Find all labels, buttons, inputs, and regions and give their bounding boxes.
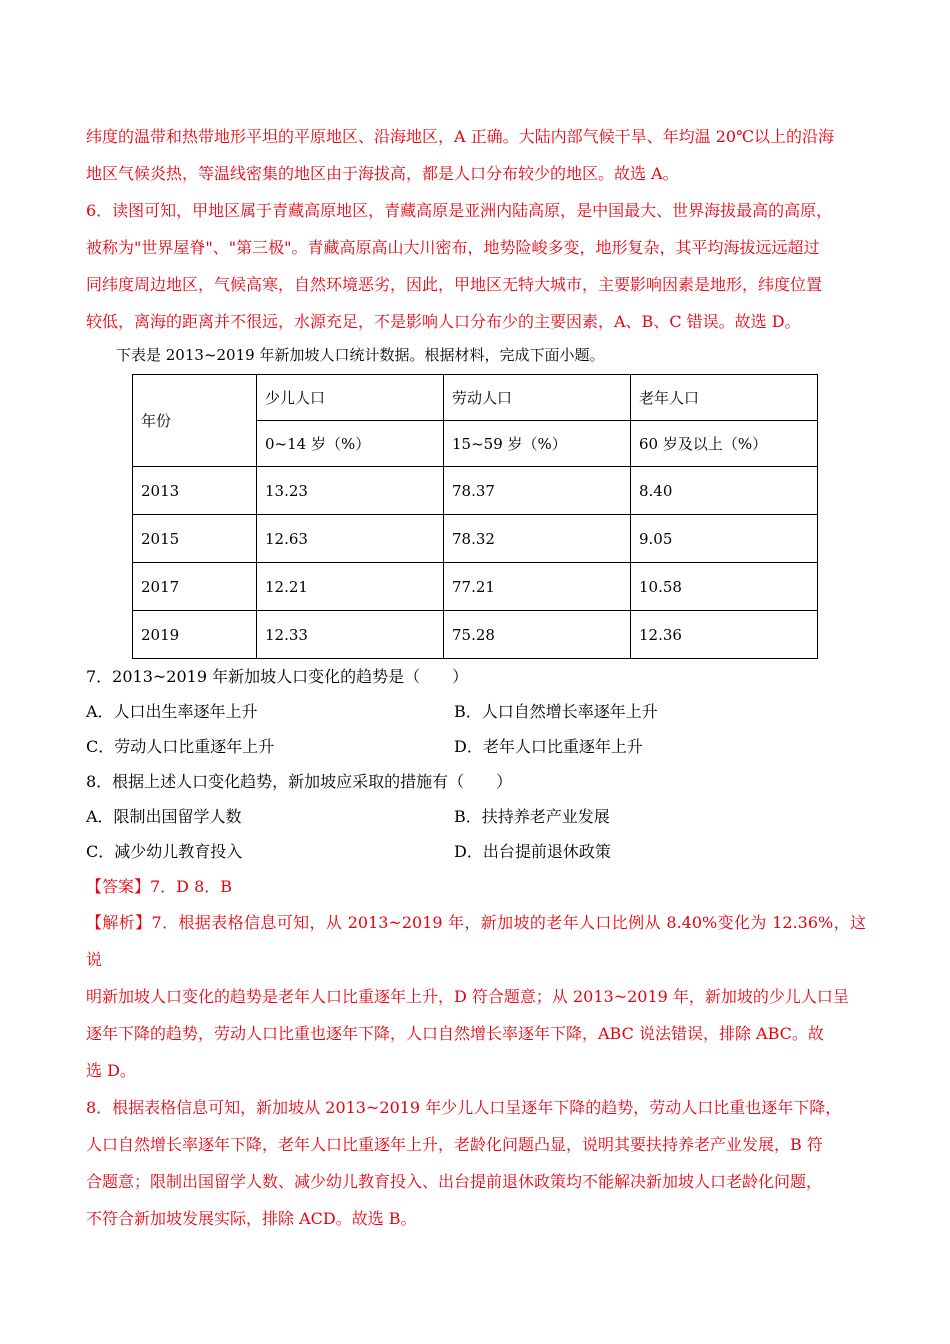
option-row [86,694,866,729]
option-d: D．出台提前退休政策 [454,842,611,861]
question-8 [86,764,866,869]
year-cell: 2017 [133,563,257,611]
text-line: 合题意；限制出国留学人数、减少幼儿教育投入、出台提前退休政策均不能解决新加坡人口老龄化问题， [86,1172,823,1191]
child-header: 少儿人口 [257,375,444,421]
analysis-8 [86,1089,866,1237]
text-line: 人口自然增长率逐年下降，老年人口比重逐年上升，老龄化问题凸显，说明其要扶持养老产业发展，B 符 [86,1135,823,1154]
labor-cell: 78.32 [444,515,631,563]
question-7 [86,659,866,764]
text-line: 选 D。 [86,1061,136,1080]
elder-cell: 9.05 [631,515,818,563]
year-cell: 2013 [133,467,257,515]
question-stem: 8．根据上述人口变化趋势，新加坡应采取的措施有（ ） [86,772,513,791]
text-line: 不符合新加坡发展实际，排除 ACD。故选 B。 [86,1209,417,1228]
year-cell: 2019 [133,611,257,659]
text-line: 逐年下降的趋势，劳动人口比重也逐年下降，人口自然增长率逐年下降，ABC 说法错误，排除 ABC。故 [86,1024,824,1043]
labor-cell: 78.37 [444,467,631,515]
q6-explanation [86,192,866,340]
text-line: 8．根据表格信息可知，新加坡从 2013~2019 年少儿人口呈逐年下降的趋势，劳动人口比重也逐年下降， [86,1098,842,1117]
option-row [86,729,866,764]
text-line: 较低，离海的距离并不很远，水源充足，不是影响人口分布少的主要因素，A、B、C 错误。故选 D。 [86,312,801,331]
option-b: B．人口自然增长率逐年上升 [454,702,658,721]
elder-cell: 10.58 [631,563,818,611]
elder-header: 老年人口 [631,375,818,421]
option-d: D．老年人口比重逐年上升 [454,737,643,756]
text-line: 6．读图可知，甲地区属于青藏高原地区，青藏高原是亚洲内陆高原，是中国最大、世界海拔最高的高原， [86,201,833,220]
text-line: 明新加坡人口变化的趋势是老年人口比重逐年上升，D 符合题意；从 2013~2019 年，新加坡的少儿人口呈 [86,987,849,1006]
table-row [133,515,818,563]
analysis-7 [86,904,866,1089]
elder-cell: 12.36 [631,611,818,659]
child-range: 0~14 岁（%） [257,421,444,467]
elder-range: 60 岁及以上（%） [631,421,818,467]
option-row [86,834,866,869]
labor-cell: 75.28 [444,611,631,659]
option-c: C．劳动人口比重逐年上升 [86,737,275,756]
year-cell: 2015 [133,515,257,563]
population-table [132,374,818,659]
text-line: 纬度的温带和热带地形平坦的平原地区、沿海地区，A 正确。大陆内部气候干旱、年均温 20℃以上的沿海 [86,127,834,146]
text-line: 地区气候炎热，等温线密集的地区由于海拔高，都是人口分布较少的地区。故选 A。 [86,164,679,183]
text-line: 【解析】7．根据表格信息可知，从 2013~2019 年，新加坡的老年人口比例从 8.40%变化为 12.36%，这说 [86,913,866,969]
option-c: C．减少幼儿教育投入 [86,842,243,861]
text-line: 同纬度周边地区，气候高寒，自然环境恶劣，因此，甲地区无特大城市，主要影响因素是地形，纬度位置 [86,275,823,294]
table-row [133,467,818,515]
option-a: A．限制出国留学人数 [86,807,242,826]
labor-header: 劳动人口 [444,375,631,421]
question-stem: 7．2013~2019 年新加坡人口变化的趋势是（ ） [86,667,469,686]
option-row [86,799,866,834]
option-b: B．扶持养老产业发展 [454,807,610,826]
child-cell: 12.21 [257,563,444,611]
year-header: 年份 [133,375,257,467]
child-cell: 13.23 [257,467,444,515]
table-row [133,563,818,611]
answer-key: 【答案】7．D 8．B [86,877,233,896]
labor-cell: 77.21 [444,563,631,611]
child-cell: 12.33 [257,611,444,659]
text-line: 被称为"世界屋脊"、"第三极"。青藏高原高山大川密布，地势险峻多变，地形复杂，其平均海拔远远超过 [86,238,820,257]
child-cell: 12.63 [257,515,444,563]
table-intro: 下表是 2013~2019 年新加坡人口统计数据。根据材料，完成下面小题。 [116,346,605,364]
table-header-row [133,375,818,421]
previous-explanation [86,118,866,192]
labor-range: 15~59 岁（%） [444,421,631,467]
table-row [133,611,818,659]
option-a: A．人口出生率逐年上升 [86,702,258,721]
elder-cell: 8.40 [631,467,818,515]
document-page [86,118,866,1237]
